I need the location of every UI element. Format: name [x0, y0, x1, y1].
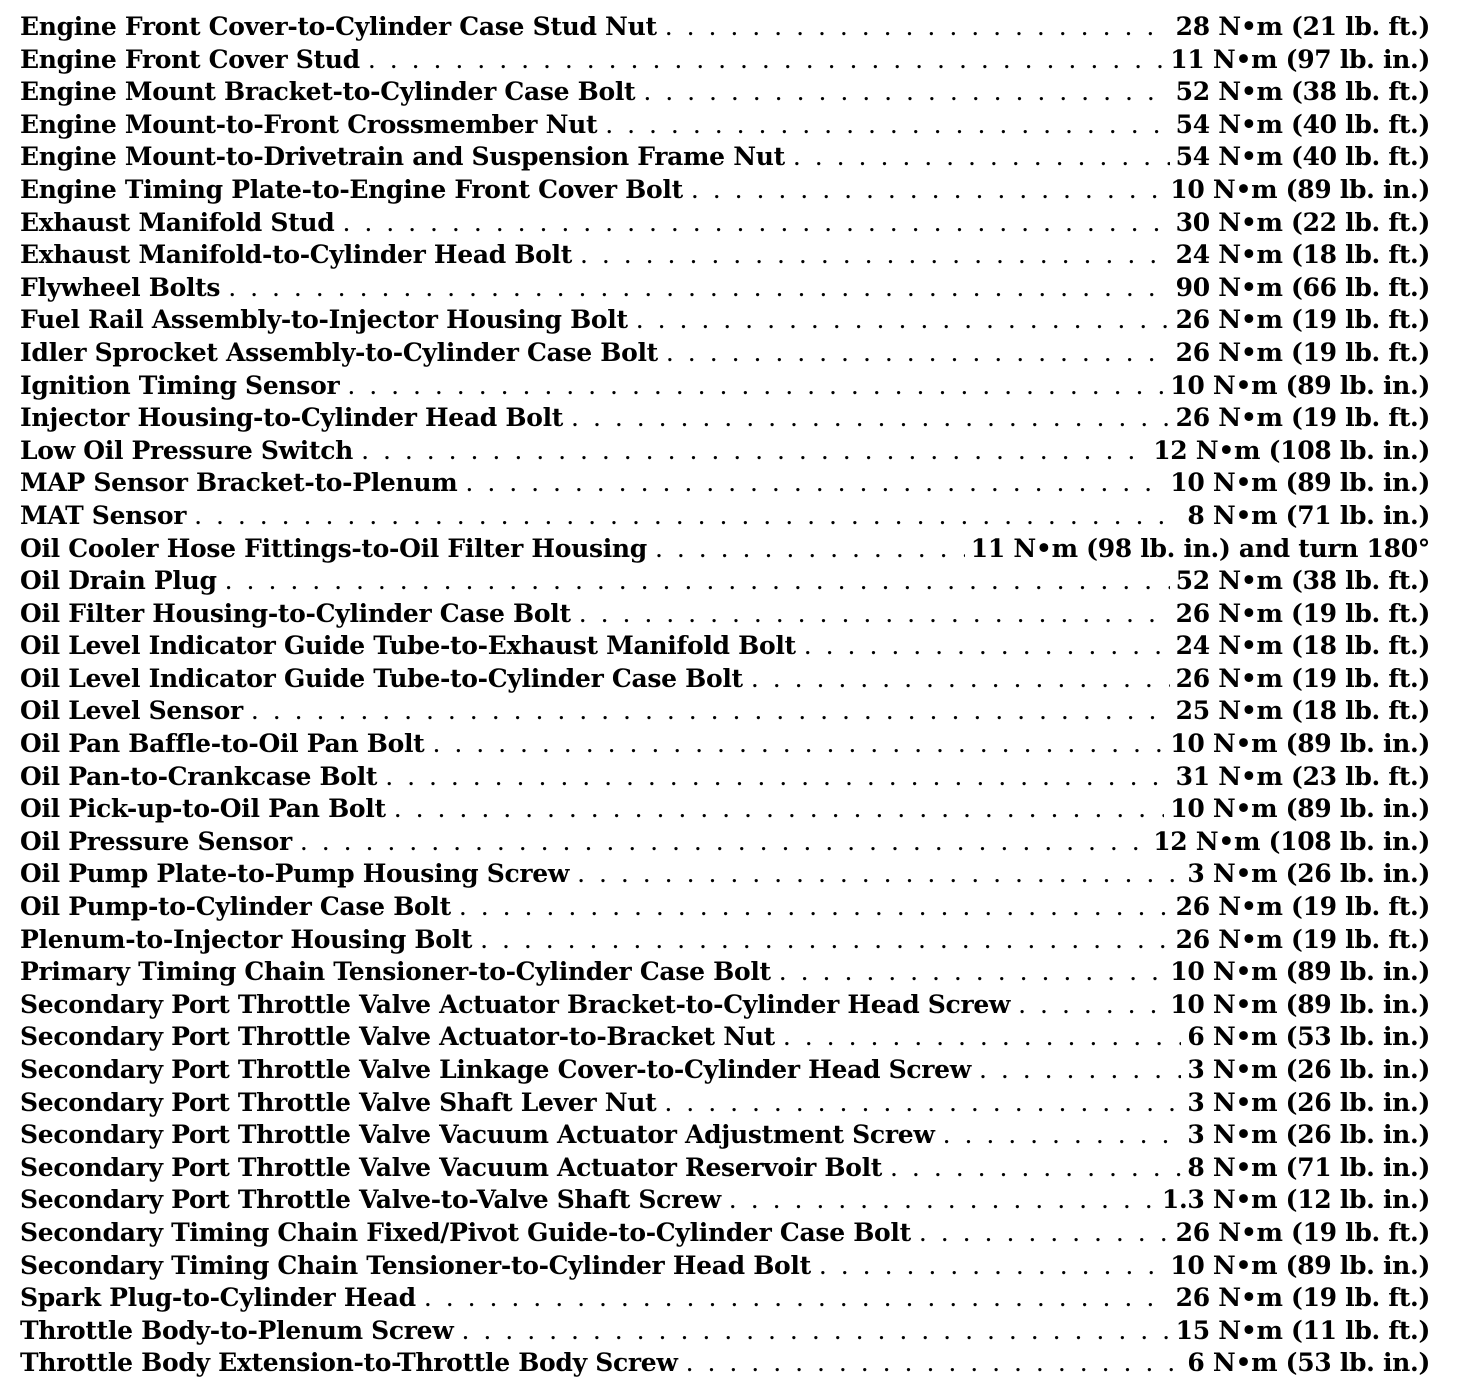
fastener-name: Secondary Port Throttle Valve Vacuum Actuator Adjustment Screw	[20, 1120, 935, 1150]
fastener-name: Secondary Timing Chain Fixed/Pivot Guide-to-Cylinder Case Bolt	[20, 1217, 911, 1247]
dot-leader	[580, 240, 1170, 269]
dot-leader	[751, 664, 1170, 693]
dot-leader	[793, 142, 1170, 171]
fastener-name: Oil Pressure Sensor	[20, 826, 292, 856]
torque-value: 3 N•m (26 lb. in.)	[1187, 1087, 1430, 1117]
fastener-name: Throttle Body-to-Plenum Screw	[20, 1315, 454, 1345]
fastener-name: Engine Front Cover Stud	[20, 44, 360, 74]
spec-row	[20, 1055, 1430, 1088]
fastener-name: Plenum-to-Injector Housing Bolt	[20, 924, 473, 954]
torque-value: 10 N•m (89 lb. in.)	[1170, 1250, 1430, 1280]
torque-spec-list	[20, 12, 1430, 1381]
spec-row	[20, 957, 1430, 990]
dot-leader	[691, 175, 1164, 204]
spec-row	[20, 403, 1430, 436]
fastener-name: Secondary Port Throttle Valve-to-Valve Shaft Screw	[20, 1185, 721, 1215]
torque-value: 24 N•m (18 lb. ft.)	[1175, 631, 1430, 661]
dot-leader	[361, 436, 1147, 465]
torque-value: 8 N•m (71 lb. in.)	[1187, 500, 1430, 530]
fastener-name: MAT Sensor	[20, 500, 187, 530]
dot-leader	[779, 957, 1165, 986]
dot-leader	[729, 1185, 1156, 1214]
fastener-name: Oil Filter Housing-to-Cylinder Case Bolt	[20, 598, 571, 628]
dot-leader	[655, 534, 965, 563]
spec-row	[20, 925, 1430, 958]
torque-value: 12 N•m (108 lb. in.)	[1153, 826, 1430, 856]
torque-value: 54 N•m (40 lb. ft.)	[1175, 109, 1430, 139]
torque-value: 52 N•m (38 lb. ft.)	[1175, 77, 1430, 107]
torque-value: 10 N•m (89 lb. in.)	[1170, 957, 1430, 987]
dot-leader	[979, 1055, 1181, 1084]
spec-row	[20, 501, 1430, 534]
fastener-name: Secondary Port Throttle Valve Actuator Bracket-to-Cylinder Head Screw	[20, 989, 1011, 1019]
fastener-name: Engine Mount Bracket-to-Cylinder Case Bolt	[20, 77, 636, 107]
dot-leader	[1018, 990, 1164, 1019]
torque-value: 3 N•m (26 lb. in.)	[1187, 1055, 1430, 1084]
spec-row	[20, 468, 1430, 501]
fastener-name: Oil Pick-up-to-Oil Pan Bolt	[20, 794, 386, 824]
dot-leader	[459, 892, 1170, 921]
torque-value: 26 N•m (19 lb. ft.)	[1175, 663, 1430, 693]
torque-value: 10 N•m (89 lb. in.)	[1170, 794, 1430, 824]
dot-leader	[919, 1218, 1170, 1247]
torque-value: 24 N•m (18 lb. ft.)	[1175, 240, 1430, 270]
dot-leader	[424, 1283, 1170, 1312]
fastener-name: Low Oil Pressure Switch	[20, 435, 354, 465]
dot-leader	[666, 338, 1170, 367]
torque-value: 11 N•m (98 lb. in.) and turn 180°	[970, 533, 1430, 563]
dot-leader	[462, 1316, 1170, 1345]
dot-leader	[385, 762, 1169, 791]
spec-row	[20, 142, 1430, 175]
torque-value: 26 N•m (19 lb. ft.)	[1175, 924, 1430, 954]
spec-row	[20, 12, 1430, 45]
torque-value: 10 N•m (89 lb. in.)	[1170, 989, 1430, 1019]
spec-row	[20, 892, 1430, 925]
torque-value: 90 N•m (66 lb. ft.)	[1175, 272, 1430, 302]
spec-row	[20, 664, 1430, 697]
dot-leader	[783, 1022, 1182, 1051]
torque-value: 3 N•m (26 lb. in.)	[1187, 859, 1430, 889]
torque-value: 10 N•m (89 lb. in.)	[1170, 370, 1430, 400]
spec-row	[20, 1251, 1430, 1284]
torque-value: 11 N•m (97 lb. in.)	[1170, 44, 1430, 74]
fastener-name: Fuel Rail Assembly-to-Injector Housing Bolt	[20, 305, 628, 335]
spec-row	[20, 827, 1430, 860]
spec-row	[20, 240, 1430, 273]
fastener-name: Oil Drain Plug	[20, 566, 217, 596]
fastener-name: Secondary Port Throttle Valve Linkage Cover-to-Cylinder Head Screw	[20, 1055, 971, 1084]
spec-row	[20, 762, 1430, 795]
fastener-name: Secondary Port Throttle Valve Actuator-to-Bracket Nut	[20, 1022, 775, 1052]
torque-value: 15 N•m (11 lb. ft.)	[1175, 1315, 1430, 1345]
torque-value: 26 N•m (19 lb. ft.)	[1175, 892, 1430, 922]
fastener-name: Oil Level Sensor	[20, 696, 243, 726]
torque-value: 12 N•m (108 lb. in.)	[1153, 435, 1430, 465]
spec-row	[20, 45, 1430, 78]
spec-row	[20, 175, 1430, 208]
fastener-name: Engine Mount-to-Drivetrain and Suspension Frame Nut	[20, 142, 785, 172]
torque-value: 10 N•m (89 lb. in.)	[1170, 174, 1430, 204]
dot-leader	[605, 110, 1169, 139]
dot-leader	[368, 45, 1164, 74]
fastener-name: Flywheel Bolts	[20, 272, 221, 302]
dot-leader	[394, 794, 1165, 823]
spec-row	[20, 1088, 1430, 1121]
spec-row	[20, 1283, 1430, 1316]
dot-leader	[665, 12, 1170, 41]
dot-leader	[465, 468, 1164, 497]
dot-leader	[664, 1088, 1181, 1117]
torque-value: 10 N•m (89 lb. in.)	[1170, 468, 1430, 498]
fastener-name: Oil Pan-to-Crankcase Bolt	[20, 761, 378, 791]
dot-leader	[943, 1120, 1182, 1149]
torque-value: 26 N•m (19 lb. ft.)	[1175, 1217, 1430, 1247]
fastener-name: Oil Pump Plate-to-Pump Housing Screw	[20, 859, 570, 889]
torque-value: 26 N•m (19 lb. ft.)	[1175, 598, 1430, 628]
dot-leader	[577, 859, 1181, 888]
torque-value: 28 N•m (21 lb. ft.)	[1175, 12, 1430, 41]
dot-leader	[347, 371, 1164, 400]
spec-row	[20, 110, 1430, 143]
dot-leader	[251, 696, 1170, 725]
dot-leader	[342, 208, 1169, 237]
fastener-name: Exhaust Manifold-to-Cylinder Head Bolt	[20, 240, 572, 270]
fastener-name: Secondary Port Throttle Valve Shaft Lever Nut	[20, 1087, 657, 1117]
fastener-name: Exhaust Manifold Stud	[20, 207, 335, 237]
dot-leader	[432, 729, 1164, 758]
spec-row	[20, 305, 1430, 338]
spec-row	[20, 208, 1430, 241]
dot-leader	[890, 1153, 1181, 1182]
spec-row	[20, 1316, 1430, 1349]
torque-value: 3 N•m (26 lb. in.)	[1187, 1120, 1430, 1150]
spec-row	[20, 859, 1430, 892]
spec-row	[20, 338, 1430, 371]
fastener-name: Spark Plug-to-Cylinder Head	[20, 1283, 416, 1313]
spec-row	[20, 1153, 1430, 1186]
fastener-name: Oil Level Indicator Guide Tube-to-Cylinder Case Bolt	[20, 663, 743, 693]
spec-row	[20, 990, 1430, 1023]
spec-row	[20, 534, 1430, 567]
torque-value: 54 N•m (40 lb. ft.)	[1175, 142, 1430, 172]
spec-row	[20, 1022, 1430, 1055]
dot-leader	[300, 827, 1147, 856]
dot-leader	[228, 273, 1169, 302]
spec-row	[20, 729, 1430, 762]
dot-leader	[194, 501, 1181, 530]
fastener-name: Engine Timing Plate-to-Engine Front Cover Bolt	[20, 174, 683, 204]
fastener-name: Ignition Timing Sensor	[20, 370, 340, 400]
dot-leader	[643, 77, 1169, 106]
torque-value: 26 N•m (19 lb. ft.)	[1175, 403, 1430, 433]
spec-row	[20, 1120, 1430, 1153]
dot-leader	[804, 631, 1170, 660]
dot-leader	[819, 1251, 1164, 1280]
spec-row	[20, 273, 1430, 306]
spec-row	[20, 566, 1430, 599]
spec-row	[20, 1218, 1430, 1251]
torque-value: 52 N•m (38 lb. ft.)	[1175, 566, 1430, 596]
dot-leader	[579, 599, 1170, 628]
spec-row	[20, 1185, 1430, 1218]
torque-value: 26 N•m (19 lb. ft.)	[1175, 337, 1430, 367]
torque-value: 6 N•m (53 lb. in.)	[1187, 1348, 1430, 1378]
fastener-name: Oil Pump-to-Cylinder Case Bolt	[20, 892, 451, 922]
dot-leader	[636, 305, 1170, 334]
torque-value: 30 N•m (22 lb. ft.)	[1175, 207, 1430, 237]
torque-value: 6 N•m (53 lb. in.)	[1187, 1022, 1430, 1052]
fastener-name: Idler Sprocket Assembly-to-Cylinder Case Bolt	[20, 337, 658, 367]
fastener-name: Throttle Body Extension-to-Throttle Body Screw	[20, 1348, 678, 1378]
torque-value: 26 N•m (19 lb. ft.)	[1175, 305, 1430, 335]
spec-row	[20, 436, 1430, 469]
torque-value: 26 N•m (19 lb. ft.)	[1175, 1283, 1430, 1313]
fastener-name: Engine Front Cover-to-Cylinder Case Stud Nut	[20, 12, 657, 41]
spec-row	[20, 599, 1430, 632]
torque-value: 10 N•m (89 lb. in.)	[1170, 729, 1430, 759]
spec-row	[20, 631, 1430, 664]
fastener-name: Secondary Port Throttle Valve Vacuum Actuator Reservoir Bolt	[20, 1152, 883, 1182]
dot-leader	[480, 925, 1170, 954]
torque-value: 8 N•m (71 lb. in.)	[1187, 1152, 1430, 1182]
fastener-name: Oil Level Indicator Guide Tube-to-Exhaust Manifold Bolt	[20, 631, 796, 661]
fastener-name: Oil Cooler Hose Fittings-to-Oil Filter Housing	[20, 533, 647, 563]
spec-row	[20, 1348, 1430, 1381]
fastener-name: Oil Pan Baffle-to-Oil Pan Bolt	[20, 729, 425, 759]
torque-value: 31 N•m (23 lb. ft.)	[1175, 761, 1430, 791]
fastener-name: Primary Timing Chain Tensioner-to-Cylinder Case Bolt	[20, 957, 771, 987]
fastener-name: Injector Housing-to-Cylinder Head Bolt	[20, 403, 564, 433]
dot-leader	[225, 566, 1170, 595]
fastener-name: Secondary Timing Chain Tensioner-to-Cylinder Head Bolt	[20, 1250, 811, 1280]
spec-row	[20, 696, 1430, 729]
spec-row	[20, 371, 1430, 404]
torque-value: 1.3 N•m (12 lb. in.)	[1161, 1185, 1430, 1215]
spec-row	[20, 794, 1430, 827]
fastener-name: MAP Sensor Bracket-to-Plenum	[20, 468, 458, 498]
spec-row	[20, 77, 1430, 110]
torque-value: 25 N•m (18 lb. ft.)	[1175, 696, 1430, 726]
fastener-name: Engine Mount-to-Front Crossmember Nut	[20, 109, 598, 139]
dot-leader	[686, 1348, 1182, 1377]
dot-leader	[571, 403, 1170, 432]
